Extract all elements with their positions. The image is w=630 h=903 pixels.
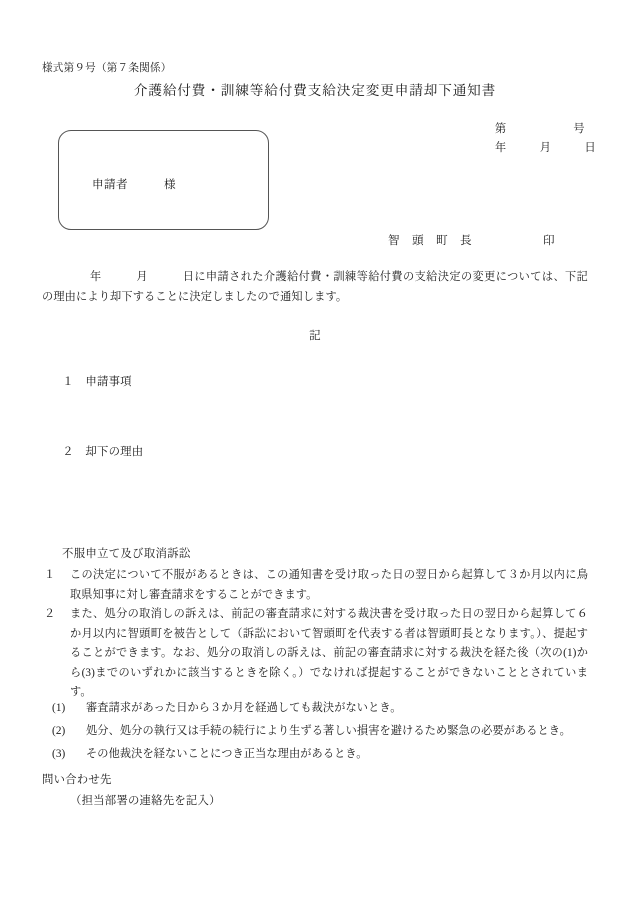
appeals-item-1-number: １: [44, 569, 56, 581]
appeals-item-1: [44, 566, 588, 605]
appeals-sub-item-1-number: (1): [52, 702, 66, 714]
addressee-label: 申請者 様: [92, 178, 176, 191]
appeals-sub-item-1-text: 審査請求があった日から３か月を経過しても裁決がないとき。: [86, 702, 402, 714]
issuer-name: 智 頭 町 長: [388, 234, 472, 247]
appeals-item-2-text: また、処分の取消しの訴えは、前記の審査請求に対する裁決書を受け取った日の翌日から起算して６か月以内に智頭町を被告として（訴訟において智頭町を代表する者は智頭町長となります。）、提起することができます。なお、処分の取消しの訴えは、前記の審査請求に対する裁決を経た後（次の(1)から(3)までのいずれかに該当するときを除く。）でなければ提起することができないこととされています。: [70, 608, 588, 699]
body-paragraph-text: に申請された介護給付費・訓練等給付費の支給決定の変更については、下記の理由により却下することに決定しましたので通知します。: [42, 271, 588, 303]
appeals-sub-item-2-number: (2): [52, 725, 66, 737]
page-title: 介護給付費・訓練等給付費支給決定変更申請却下通知書: [133, 83, 497, 98]
record-item-1-label: 申請事項: [85, 376, 132, 389]
seal-mark: 印: [543, 234, 555, 247]
body-paragraph: [42, 268, 588, 307]
body-date-blanks: 年 月 日: [90, 271, 195, 283]
appeals-sub-item-2-text: 処分、処分の執行又は手続の続行により生ずる著しい損害を避けるため緊急の必要があるとき。: [86, 725, 571, 737]
contact-heading: 問い合わせ先: [42, 774, 112, 786]
form-number: 様式第９号（第７条関係）: [42, 63, 172, 74]
appeals-item-2: [44, 605, 588, 703]
appeals-heading: 不服申立て及び取消訴訟: [62, 548, 191, 560]
record-item-1: [50, 366, 132, 400]
contact-note: （担当部署の連絡先を記入）: [70, 795, 221, 807]
record-item-2: [50, 436, 143, 470]
appeals-sub-item-2: [52, 722, 571, 742]
appeals-sub-item-3: [52, 745, 368, 765]
appeals-item-2-number: ２: [44, 608, 56, 620]
document-date-line: 年 月 日: [495, 142, 596, 154]
appeals-sub-item-3-text: その他裁決を経ないことにつき正当な理由があるとき。: [86, 748, 368, 760]
appeals-sub-item-1: [52, 699, 402, 719]
record-marker: 記: [309, 329, 321, 342]
document-number-line: 第 号: [495, 123, 585, 135]
document-meta-block: [495, 120, 596, 158]
appeals-sub-item-3-number: (3): [52, 748, 66, 760]
record-item-1-number: １: [62, 376, 74, 389]
record-item-2-label: 却下の理由: [85, 446, 144, 459]
record-item-2-number: ２: [62, 446, 74, 459]
appeals-item-1-text: この決定について不服があるときは、この通知書を受け取った日の翌日から起算して３か月以内に鳥取県知事に対し審査請求をすることができます。: [70, 569, 588, 601]
